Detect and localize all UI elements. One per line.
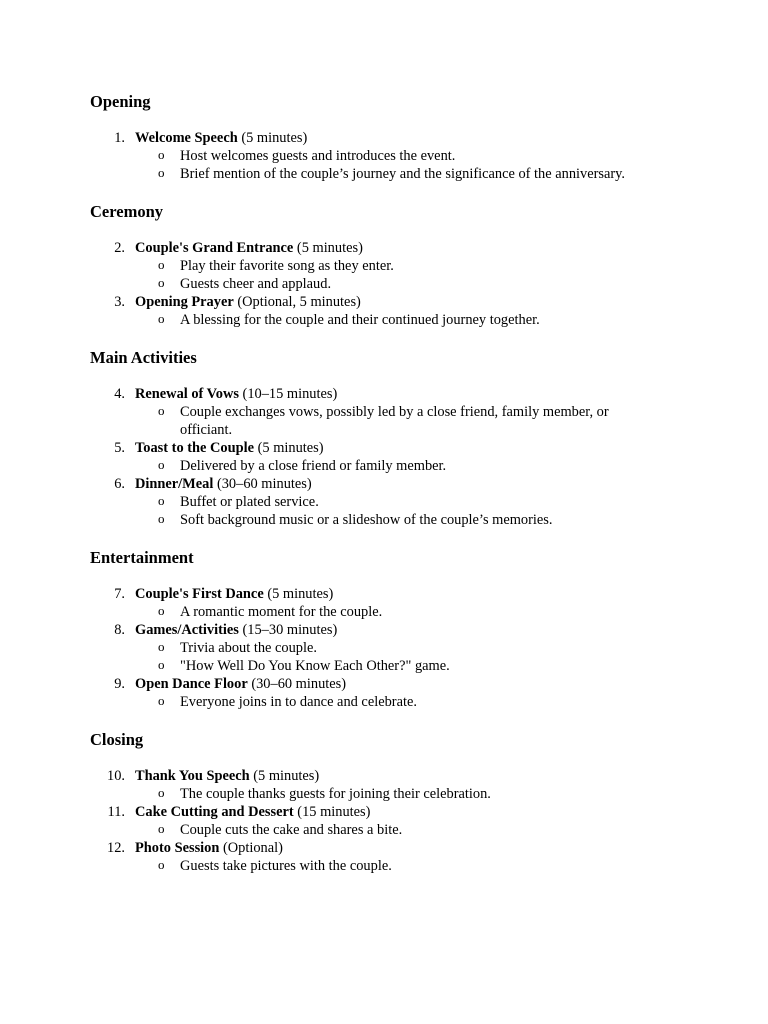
item-bullet-list — [90, 457, 690, 475]
agenda-item — [90, 293, 690, 329]
agenda-item — [90, 675, 690, 711]
item-bullet-list — [90, 147, 690, 183]
item-title: Couple's First Dance — [135, 586, 264, 602]
bullet-text: Guests take pictures with the couple. — [180, 858, 392, 874]
bullet-item — [90, 493, 650, 511]
item-bullet-list — [90, 639, 690, 675]
agenda-item — [90, 839, 690, 875]
item-number: 11. — [107, 804, 125, 820]
section-heading: Ceremony — [90, 202, 164, 221]
item-bullet-list — [90, 311, 690, 329]
item-number: 12. — [107, 840, 125, 856]
bullet-text: A blessing for the couple and their continued journey together. — [180, 312, 540, 328]
bullet-marker: o — [158, 493, 165, 508]
agenda-item-list — [90, 585, 690, 711]
item-bullet-list — [90, 857, 690, 875]
agenda-item-line — [90, 621, 690, 639]
bullet-marker: o — [158, 639, 165, 654]
item-duration: (30–60 minutes) — [247, 676, 347, 692]
agenda-item-line — [90, 585, 690, 603]
item-duration: (10–15 minutes) — [238, 386, 338, 402]
bullet-text: Soft background music or a slideshow of the couple’s memories. — [180, 512, 553, 528]
bullet-text: Delivered by a close friend or family member. — [180, 458, 447, 474]
bullet-item — [90, 603, 650, 621]
item-number: 9. — [114, 676, 125, 692]
agenda-item-line — [90, 803, 690, 821]
bullet-marker: o — [158, 275, 165, 290]
item-duration: (15–30 minutes) — [238, 622, 338, 638]
item-title: Open Dance Floor — [135, 676, 248, 692]
agenda-item — [90, 385, 690, 439]
bullet-item — [90, 857, 650, 875]
item-title: Welcome Speech — [135, 130, 238, 146]
bullet-text: Play their favorite song as they enter. — [180, 258, 394, 274]
agenda-item — [90, 475, 690, 529]
bullet-item — [90, 311, 650, 329]
bullet-item — [90, 165, 650, 183]
agenda-item-line — [90, 293, 690, 311]
item-bullet-list — [90, 603, 690, 621]
section-heading: Closing — [90, 730, 144, 749]
item-number: 3. — [114, 294, 125, 310]
item-duration: (5 minutes) — [254, 440, 324, 456]
agenda-item — [90, 803, 690, 839]
bullet-marker: o — [158, 457, 165, 472]
bullet-text: Brief mention of the couple’s journey and the significance of the anniversary. — [180, 166, 626, 182]
agenda-item-line — [90, 767, 690, 785]
item-number: 1. — [114, 130, 125, 146]
bullet-item — [90, 403, 650, 439]
bullet-marker: o — [158, 311, 165, 326]
agenda-item — [90, 767, 690, 803]
agenda-section — [90, 348, 690, 529]
agenda-item-line — [90, 439, 690, 457]
section-heading: Opening — [90, 92, 151, 111]
item-title: Cake Cutting and Dessert — [135, 804, 294, 820]
agenda-item — [90, 585, 690, 621]
agenda-section — [90, 92, 690, 183]
bullet-text: A romantic moment for the couple. — [180, 604, 383, 620]
bullet-text: Guests cheer and applaud. — [180, 276, 332, 292]
agenda-item-line — [90, 239, 690, 257]
item-number: 10. — [107, 768, 125, 784]
agenda-item-list — [90, 129, 690, 183]
agenda-section — [90, 730, 690, 875]
agenda-section — [90, 548, 690, 711]
bullet-item — [90, 457, 650, 475]
bullet-item — [90, 785, 650, 803]
section-heading: Main Activities — [90, 348, 197, 367]
bullet-text: Buffet or plated service. — [180, 494, 319, 510]
bullet-marker: o — [158, 403, 165, 418]
item-duration: (15 minutes) — [293, 804, 371, 820]
item-number: 7. — [114, 586, 125, 602]
item-title: Couple's Grand Entrance — [135, 240, 294, 256]
item-bullet-list — [90, 693, 690, 711]
bullet-item — [90, 147, 650, 165]
item-bullet-list — [90, 403, 690, 439]
bullet-text: Couple exchanges vows, possibly led by a close friend, family member, or officiant. — [180, 404, 609, 438]
item-duration: (5 minutes) — [237, 130, 308, 146]
agenda-item — [90, 439, 690, 475]
bullet-marker: o — [158, 147, 165, 162]
bullet-item — [90, 639, 650, 657]
item-duration: (5 minutes) — [293, 240, 363, 256]
item-number: 6. — [114, 476, 125, 492]
bullet-marker: o — [158, 603, 165, 618]
bullet-item — [90, 511, 650, 529]
bullet-text: The couple thanks guests for joining their celebration. — [180, 786, 491, 802]
item-number: 5. — [114, 440, 125, 456]
item-bullet-list — [90, 257, 690, 293]
section-heading: Entertainment — [90, 548, 194, 567]
item-title: Opening Prayer — [135, 294, 234, 310]
agenda-item-list — [90, 239, 690, 329]
bullet-marker: o — [158, 693, 165, 708]
bullet-text: "How Well Do You Know Each Other?" game. — [180, 658, 450, 674]
agenda-item-line — [90, 675, 690, 693]
agenda-item-list — [90, 385, 690, 529]
bullet-item — [90, 821, 650, 839]
bullet-marker: o — [158, 257, 165, 272]
bullet-text: Trivia about the couple. — [180, 640, 317, 656]
item-duration: (Optional, 5 minutes) — [233, 294, 361, 310]
bullet-marker: o — [158, 785, 165, 800]
bullet-item — [90, 275, 650, 293]
agenda-item — [90, 239, 690, 293]
item-number: 2. — [114, 240, 125, 256]
item-title: Thank You Speech — [135, 768, 250, 784]
item-duration: (5 minutes) — [263, 586, 334, 602]
bullet-item — [90, 657, 650, 675]
item-title: Renewal of Vows — [135, 386, 239, 402]
item-number: 4. — [114, 386, 125, 402]
item-title: Dinner/Meal — [135, 476, 214, 492]
bullet-text: Host welcomes guests and introduces the event. — [180, 148, 456, 164]
item-title: Games/Activities — [135, 622, 239, 638]
bullet-item — [90, 693, 650, 711]
item-bullet-list — [90, 493, 690, 529]
item-title: Toast to the Couple — [135, 440, 255, 456]
bullet-item — [90, 257, 650, 275]
bullet-marker: o — [158, 165, 165, 180]
bullet-marker: o — [158, 657, 165, 672]
bullet-text: Everyone joins in to dance and celebrate. — [180, 694, 417, 710]
item-duration: (30–60 minutes) — [213, 476, 312, 492]
bullet-marker: o — [158, 857, 165, 872]
bullet-marker: o — [158, 821, 165, 836]
agenda-item — [90, 621, 690, 675]
agenda-item — [90, 129, 690, 183]
item-bullet-list — [90, 785, 690, 803]
agenda-item-line — [90, 475, 690, 493]
agenda-item-line — [90, 129, 690, 147]
agenda-item-line — [90, 839, 690, 857]
item-title: Photo Session — [135, 840, 220, 856]
agenda-item-list — [90, 767, 690, 875]
item-number: 8. — [114, 622, 125, 638]
bullet-text: Couple cuts the cake and shares a bite. — [180, 822, 403, 838]
agenda-section — [90, 202, 690, 329]
item-bullet-list — [90, 821, 690, 839]
agenda-item-line — [90, 385, 690, 403]
item-duration: (Optional) — [219, 840, 283, 856]
item-duration: (5 minutes) — [249, 768, 320, 784]
bullet-marker: o — [158, 511, 165, 526]
